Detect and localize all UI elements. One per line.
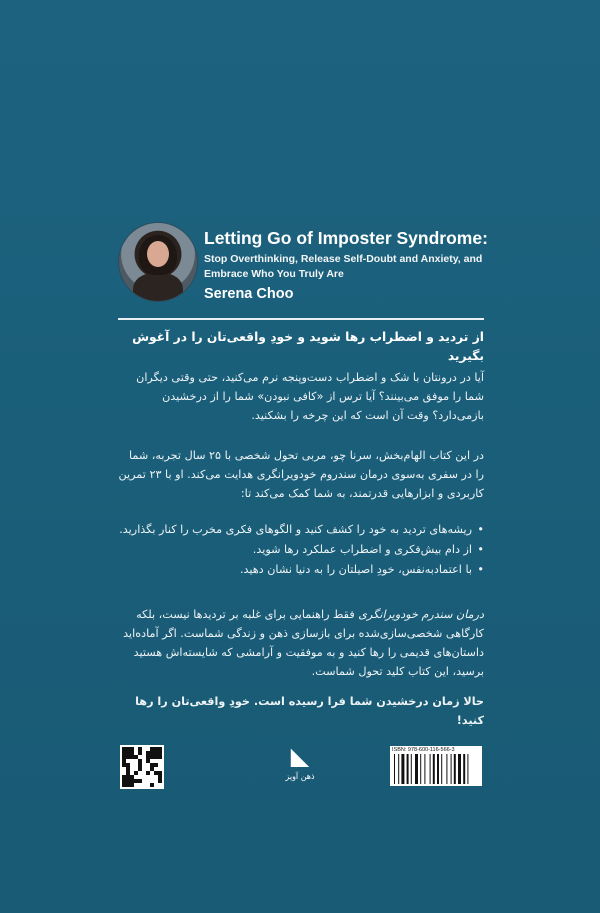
divider — [118, 318, 484, 320]
author-photo — [118, 222, 198, 302]
bullet-item: • از دام بیش‌فکری و اضطراب عملکرد رها شوید. — [118, 540, 484, 560]
paragraph-3-text: فقط راهنمایی برای غلبه بر تردیدها نیست، بلکه کارگاهی شخصی‌سازی‌شده برای بازسازی ذهن و زندگی شماست. اگر آماده‌اید داستان‌های قدیمی را رها کنید و به موفقیت و آرامشی که شایسته‌اش هستید برسید، این کتاب کلید تحول شماست. — [123, 608, 484, 678]
book-title: Letting Go of Imposter Syndrome: — [204, 228, 488, 248]
barcode — [390, 746, 482, 786]
closing-line: حالا زمان درخشیدن شما فرا رسیده است. خودِ واقعی‌تان را رها کنید! — [135, 695, 484, 727]
bullet-item: • ریشه‌های تردید به خود را کشف کنید و الگوهای فکری مخرب را کنار بگذارید. — [118, 520, 484, 540]
book-title-persian: درمان سندرم خودویرانگری — [358, 608, 484, 621]
persian-headline: از تردید و اضطراب رها شوید و خودِ واقعی‌تان را در آغوش بگیرید — [132, 330, 484, 363]
bullet-item: • با اعتمادبه‌نفس، خودِ اصیلتان را به دنیا نشان دهید. — [118, 560, 484, 580]
paragraph-1: آیا در درونتان با شک و اضطراب دست‌وپنجه نرم می‌کنید، حتی وقتی دیگران شما را موفق می‌بینند؟ آیا ترس از «کافی نبودن» شما را از درخشیدن بازمی‌دارد؟ وقت آن است که این چرخه را بشکنید. — [136, 371, 484, 422]
publisher-logo-icon: ◣ — [290, 742, 310, 770]
publisher-name: ذهن آویز — [285, 772, 315, 781]
author-header — [118, 222, 498, 304]
qr-code — [120, 745, 164, 789]
bullet-list — [118, 520, 484, 580]
isbn-text: ISBN: 978-600-116-566-3 — [392, 747, 455, 753]
book-subtitle: Stop Overthinking, Release Self-Doubt and Anxiety, and Embrace Who You Truly Are — [204, 253, 483, 280]
paragraph-3 — [118, 605, 484, 681]
barcode-bars — [394, 754, 478, 784]
author-name: Serena Choo — [204, 286, 294, 302]
publisher-logo — [278, 744, 322, 788]
paragraph-2: در این کتاب الهام‌بخش، سرنا چو، مربی تحول شخصی با ۲۵ سال تجربه، شما را در سفری به‌سوی درمان سندروم خودویرانگری هدایت می‌کند. او با ۲۳ تمرین کاربردی و ابزارهایی قدرتمند، به شما کمک می‌کند تا: — [118, 449, 484, 500]
